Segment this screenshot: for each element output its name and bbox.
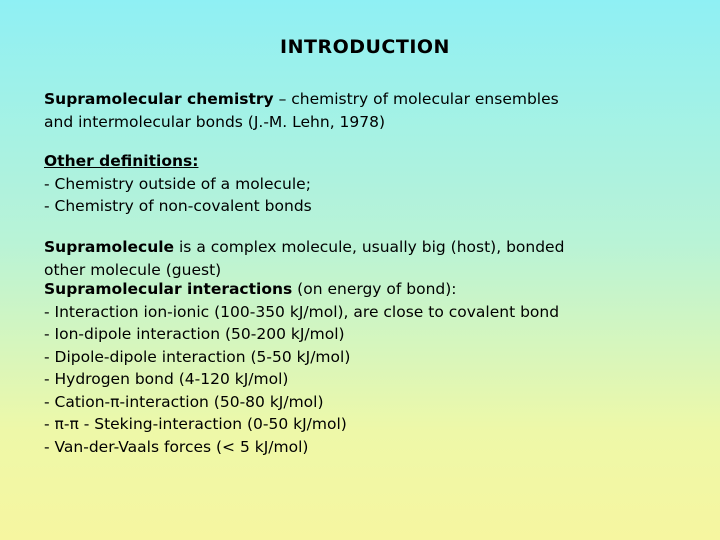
slide-title: INTRODUCTION xyxy=(280,36,450,58)
supramolecule-text-1: is a complex molecule, usually big (host), bonded xyxy=(174,238,565,256)
interaction-item: - Dipole-dipole interaction (5-50 kJ/mol) xyxy=(44,347,351,366)
other-definition-item: - Chemistry of non-covalent bonds xyxy=(44,197,312,215)
definition-text-2: and intermolecular bonds (J.-M. Lehn, 1978) xyxy=(44,112,386,131)
interactions-term: Supramolecular interactions xyxy=(44,280,293,298)
definition-term: Supramolecular chemistry xyxy=(44,90,274,108)
other-definitions-heading-text: Other definitions: xyxy=(44,152,199,170)
interactions-list xyxy=(44,278,704,458)
supramolecule-paragraph xyxy=(44,236,704,281)
supramolecule-line-1 xyxy=(44,236,704,259)
definition-paragraph xyxy=(44,88,704,133)
other-definitions-heading xyxy=(44,150,704,173)
interactions-heading xyxy=(44,278,704,301)
definition-text-1: – chemistry of molecular ensembles xyxy=(273,90,559,108)
definition-line-1 xyxy=(44,88,704,111)
interactions-heading-rest: (on energy of bond): xyxy=(292,280,457,298)
supramolecule-term: Supramolecule xyxy=(44,238,175,256)
interaction-item: - Van-der-Vaals forces (< 5 kJ/mol) xyxy=(44,437,309,456)
interaction-item: - Interaction ion-ionic (100-350 kJ/mol), are close to covalent bond xyxy=(44,302,560,321)
interaction-item: - Hydrogen bond (4-120 kJ/mol) xyxy=(44,370,289,388)
supramolecule-text-2: other molecule (guest) xyxy=(44,260,222,279)
interaction-item: - π-π - Steking-interaction (0-50 kJ/mol) xyxy=(44,415,347,433)
other-definitions xyxy=(44,150,704,218)
other-definition-item: - Chemistry outside of a molecule; xyxy=(44,174,311,193)
interaction-item: - Cation-π-interaction (50-80 kJ/mol) xyxy=(44,392,324,411)
interaction-item: - Ion-dipole interaction (50-200 kJ/mol) xyxy=(44,325,345,343)
